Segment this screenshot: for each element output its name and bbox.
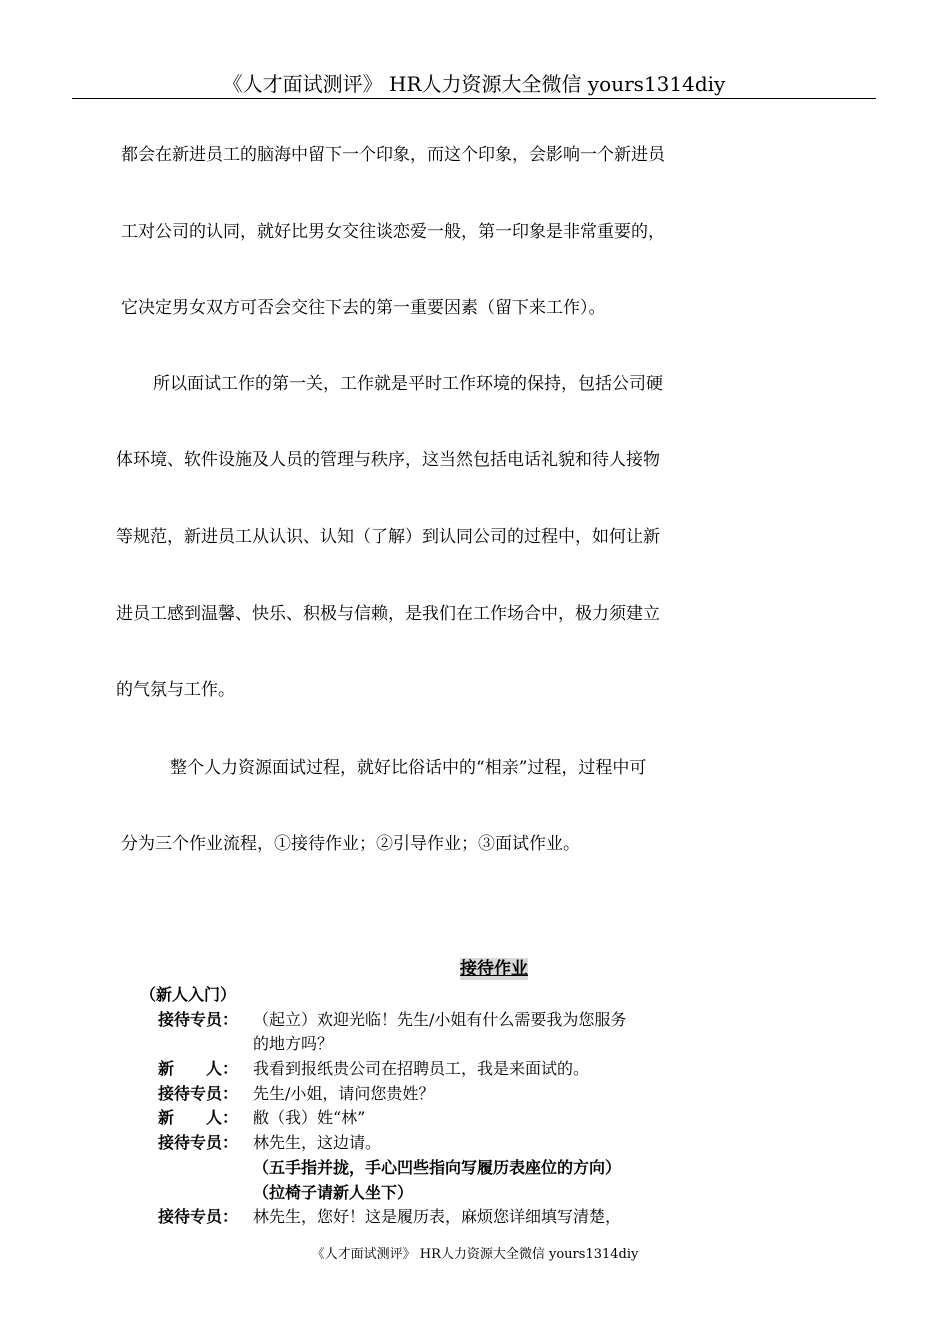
speaker-label: 接待专员： [158, 1010, 239, 1029]
speaker-label: 新 人： [158, 1059, 239, 1078]
dialogue-text: 林先生，这边请。 [253, 1133, 382, 1152]
speaker-label: 接待专员： [158, 1133, 239, 1152]
stage-direction: （新人入门） [140, 985, 237, 1004]
stage-direction: （五手指并拢，手心凹些指向写履历表座位的方向） [253, 1158, 622, 1177]
speaker-label: 新 人： [158, 1108, 239, 1127]
body-line: 工对公司的认同，就好比男女交往谈恋爱一般，第一印象是非常重要的， [121, 222, 665, 242]
dialogue-text: 我看到报纸贵公司在招聘员工，我是来面试的。 [253, 1059, 590, 1078]
dialogue-text: 先生/小姐，请问您贵姓？ [253, 1084, 435, 1103]
body-line: 体环境、软件设施及人员的管理与秩序，这当然包括电话礼貌和待人接物 [116, 450, 660, 470]
speaker-label: 接待专员： [158, 1207, 239, 1226]
section-title: 接待作业 [460, 959, 528, 979]
dialogue-text: 的地方吗？ [253, 1034, 334, 1053]
header-rule [72, 98, 876, 99]
page-footer: 《人才面试测评》 HR人力资源大全微信 yours1314diy [311, 1247, 639, 1262]
body-line: 整个人力资源面试过程，就好比俗话中的“相亲”过程，过程中可 [170, 758, 647, 778]
body-line: 它决定男女双方可否会交往下去的第一重要因素（留下来工作）。 [121, 298, 606, 318]
body-line: 的气氛与工作。 [116, 680, 235, 700]
stage-direction: （拉椅子请新人坐下） [253, 1183, 414, 1202]
speaker-label: 接待专员： [158, 1084, 239, 1103]
body-line: 进员工感到温馨、快乐、积极与信赖，是我们在工作场合中，极力须建立 [116, 604, 660, 624]
dialogue-text: （起立）欢迎光临！先生/小姐有什么需要我为您服务 [253, 1010, 627, 1029]
dialogue-text: 敝（我）姓“林” [253, 1108, 366, 1127]
page-header: 《人才面试测评》 HR人力资源大全微信 yours1314diy [222, 72, 726, 96]
dialogue-text: 林先生，您好！这是履历表，麻烦您详细填写清楚， [253, 1207, 622, 1226]
body-line: 所以面试工作的第一关，工作就是平时工作环境的保持，包括公司硬 [153, 374, 663, 394]
body-line: 分为三个作业流程，①接待作业；②引导作业；③面试作业。 [121, 834, 580, 854]
body-line: 等规范，新进员工从认识、认知（了解）到认同公司的过程中，如何让新 [116, 527, 660, 547]
body-line: 都会在新进员工的脑海中留下一个印象，而这个印象，会影响一个新进员 [121, 145, 665, 165]
